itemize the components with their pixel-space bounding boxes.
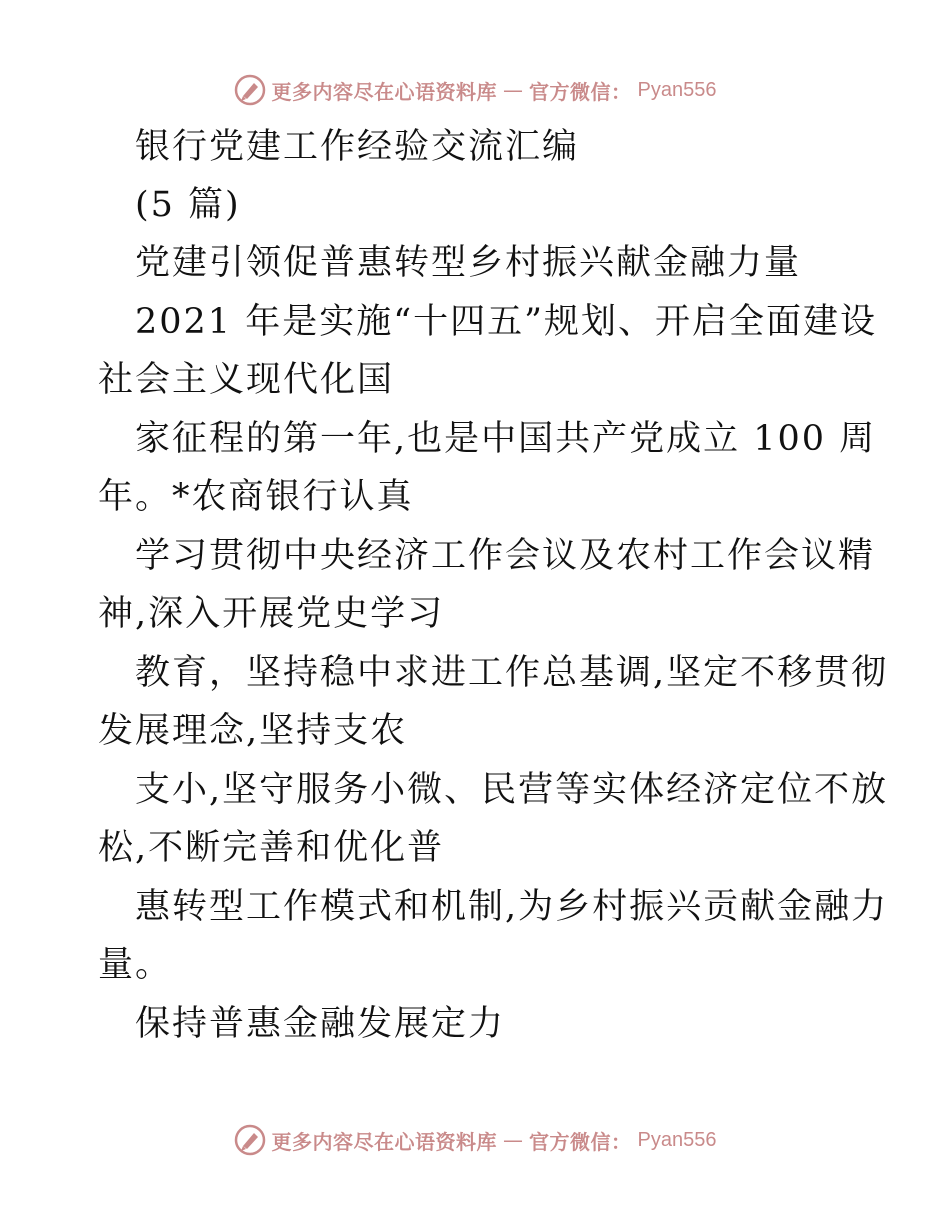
watermark-text: 更多内容尽在心语资料库 [271,79,498,104]
watermark-separator: — [503,78,524,102]
document-title: 银行党建工作经验交流汇编 [135,127,580,167]
pen-nib-logo-icon [234,74,266,106]
watermark-label: 官方微信： [529,1129,632,1154]
watermark-label: 官方微信： [529,79,632,104]
watermark-id: Pyan556 [637,1128,717,1151]
section-title: 党建引领促普惠转型乡村振兴献金融力量 [135,243,802,283]
paragraph-line: 惠转型工作模式和机制,为乡村振兴贡献金融力 [135,887,889,927]
paragraph-line: 年。*农商银行认真 [98,477,414,517]
paragraph-line: 2021 年是实施“十四五”规划、开启全面建设 [135,302,877,342]
document-subtitle: (5 篇) [135,185,241,225]
paragraph-line: 发展理念,坚持支农 [98,711,408,751]
header-watermark [0,70,950,110]
footer-watermark [0,1120,950,1160]
paragraph-line: 松,不断完善和优化普 [98,828,445,868]
paragraph-line: 家征程的第一年,也是中国共产党成立 100 周 [135,419,877,459]
paragraph-line: 神,深入开展党史学习 [98,594,445,634]
watermark-id: Pyan556 [637,78,717,101]
paragraph-line: 学习贯彻中央经济工作会议及农村工作会议精 [135,536,876,576]
paragraph-line: 支小,坚守服务小微、民营等实体经济定位不放 [135,770,889,810]
watermark-separator: — [503,1128,524,1152]
paragraph-line: 教育，坚持稳中求进工作总基调,坚定不移贯彻 [135,653,889,693]
paragraph-line: 社会主义现代化国 [98,360,395,400]
paragraph-line: 量。 [98,945,173,985]
watermark-text: 更多内容尽在心语资料库 [271,1129,498,1154]
section-heading: 保持普惠金融发展定力 [135,1004,506,1044]
pen-nib-logo-icon [234,1124,266,1156]
